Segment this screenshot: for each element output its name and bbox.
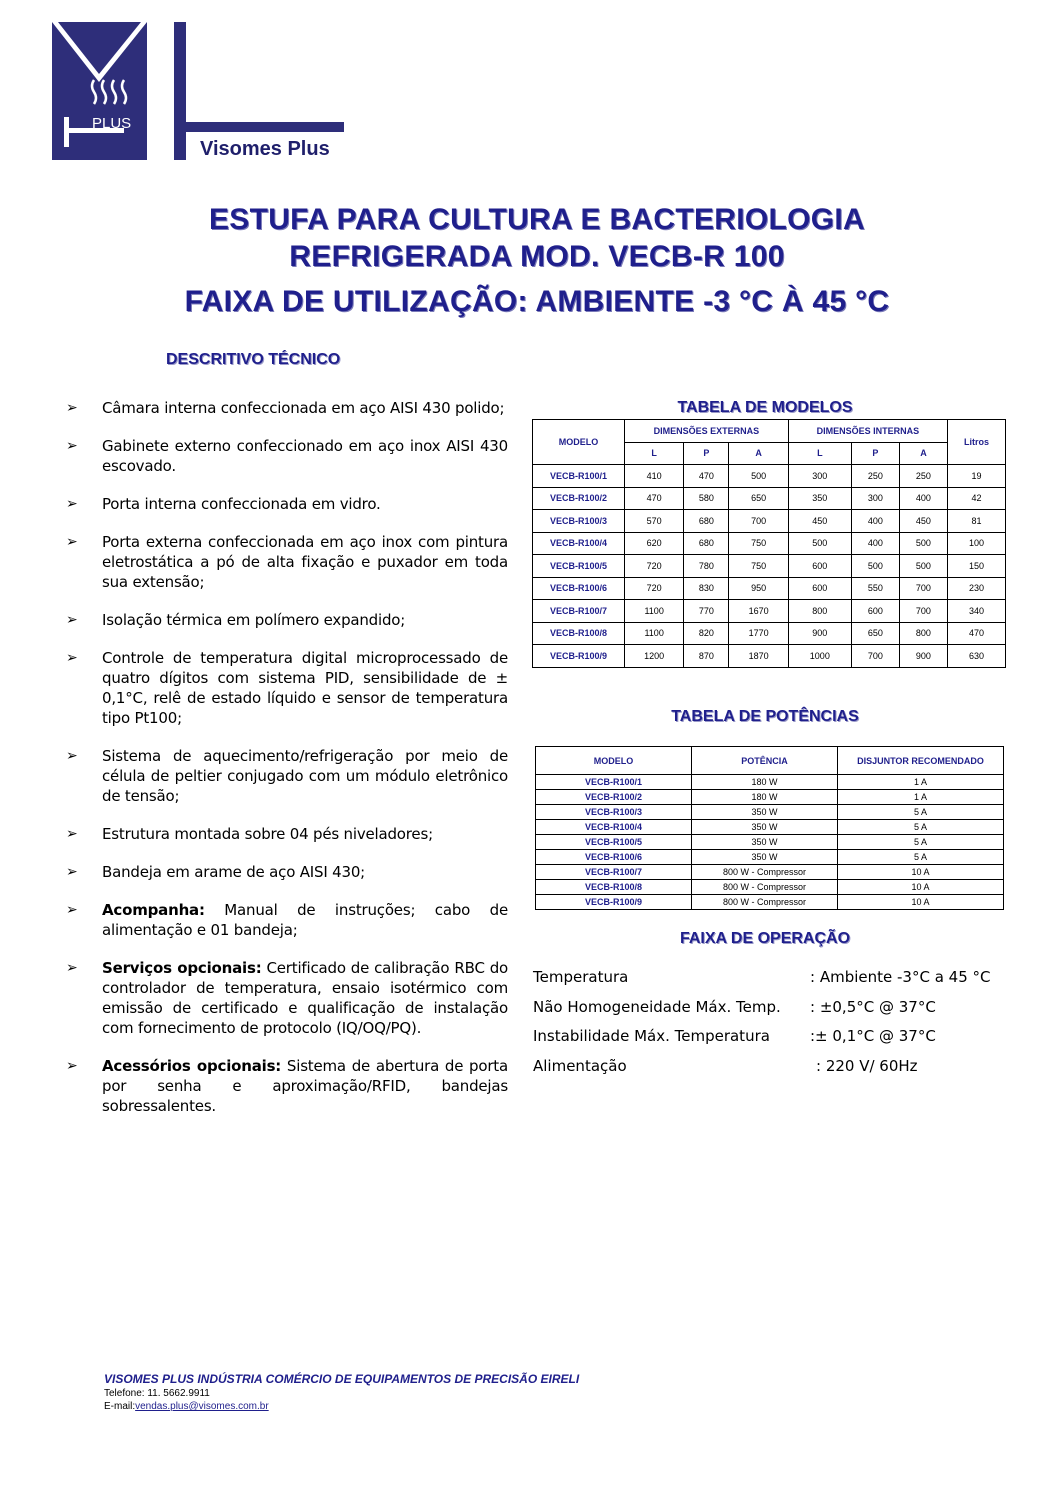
page-title-line2: REFRIGERADA MOD. VECB-R 100 <box>289 240 785 273</box>
arrow-bullet-icon: ➢ <box>66 864 78 880</box>
table-row <box>536 880 1004 895</box>
cell-value: 300 <box>788 465 851 488</box>
cell-value: 620 <box>625 532 684 555</box>
cell-potencia: 180 W <box>692 775 838 790</box>
table-row <box>533 465 1006 488</box>
cell-value: 250 <box>851 465 899 488</box>
descritivo-item <box>66 532 508 592</box>
cell-value: 800 <box>788 600 851 623</box>
table-row <box>533 555 1006 578</box>
descritivo-item-text: Estrutura montada sobre 04 pés niveladores; <box>102 825 433 843</box>
descritivo-item <box>66 648 508 728</box>
descritivo-item <box>66 398 508 418</box>
cell-disjuntor: 5 A <box>838 820 1004 835</box>
cell-value: 450 <box>899 510 947 533</box>
col-sub-dim: L <box>625 442 684 465</box>
cell-value: 340 <box>948 600 1006 623</box>
table-row <box>536 835 1004 850</box>
descritivo-item <box>66 746 508 806</box>
descritivo-item-text: Sistema de abertura de porta por senha e aproximação/RFID, bandejas sobressalentes. <box>102 1057 508 1115</box>
cell-disjuntor: 5 A <box>838 850 1004 865</box>
cell-value: 100 <box>948 532 1006 555</box>
descritivo-item-text: Certificado de calibração RBC do controlador de temperatura, ensaio isotérmico com emissão de certificado e qualificação de instalação com fornecimento de protocolo (IQ/OQ/PQ). <box>102 959 508 1037</box>
descritivo-item-bold: Acompanha: <box>102 901 205 919</box>
cell-value: 870 <box>684 645 729 668</box>
cell-value: 770 <box>684 600 729 623</box>
cell-value: 400 <box>851 532 899 555</box>
col-sub-dim: A <box>899 442 947 465</box>
table-row <box>533 487 1006 510</box>
cell-value: 1200 <box>625 645 684 668</box>
cell-potencia: 180 W <box>692 790 838 805</box>
descritivo-item-text: Manual de instruções; cabo de alimentação e 01 bandeja; <box>102 901 508 939</box>
table-row <box>533 577 1006 600</box>
faixa-operacao-heading: FAIXA DE OPERAÇÃO <box>679 930 851 947</box>
table-row <box>536 895 1004 910</box>
cell-value: 650 <box>851 622 899 645</box>
spec-label: Instabilidade Máx. Temperatura <box>533 1027 770 1045</box>
descritivo-list <box>66 398 508 1134</box>
cell-modelo: VECB-R100/4 <box>536 820 692 835</box>
cell-value: 750 <box>729 555 788 578</box>
cell-value: 300 <box>851 487 899 510</box>
cell-potencia: 800 W - Compressor <box>692 865 838 880</box>
cell-value: 820 <box>684 622 729 645</box>
cell-value: 720 <box>625 555 684 578</box>
cell-value: 400 <box>851 510 899 533</box>
spec-value: : ±0,5°C @ 37°C <box>810 997 936 1016</box>
cell-disjuntor: 10 A <box>838 895 1004 910</box>
arrow-bullet-icon: ➢ <box>66 438 78 454</box>
cell-value: 800 <box>899 622 947 645</box>
brand-name: Visomes Plus <box>200 138 330 160</box>
cell-modelo: VECB-R100/3 <box>536 805 692 820</box>
spec-row <box>533 968 1023 998</box>
descritivo-item <box>66 862 508 882</box>
cell-value: 1100 <box>625 622 684 645</box>
descritivo-heading: DESCRITIVO TÉCNICO <box>166 351 341 368</box>
spec-row <box>533 998 1023 1028</box>
descritivo-item-bold: Acessórios opcionais: <box>102 1057 282 1075</box>
cell-value: 470 <box>684 465 729 488</box>
arrow-bullet-icon: ➢ <box>66 400 78 416</box>
cell-disjuntor: 10 A <box>838 880 1004 895</box>
cell-value: 500 <box>899 555 947 578</box>
table-row <box>533 532 1006 555</box>
spec-row <box>533 1057 1023 1087</box>
cell-value: 830 <box>684 577 729 600</box>
arrow-bullet-icon: ➢ <box>66 612 78 628</box>
cell-modelo: VECB-R100/2 <box>536 790 692 805</box>
cell-value: 150 <box>948 555 1006 578</box>
cell-disjuntor: 1 A <box>838 775 1004 790</box>
cell-value: 550 <box>851 577 899 600</box>
spec-label: Não Homogeneidade Máx. Temp. <box>533 997 781 1016</box>
footer-company: VISOMES PLUS INDÚSTRIA COMÉRCIO DE EQUIPAMENTOS DE PRECISÃO EIRELI <box>104 1372 580 1386</box>
arrow-bullet-icon: ➢ <box>66 748 78 764</box>
cell-modelo: VECB-R100/5 <box>536 835 692 850</box>
table-row <box>536 790 1004 805</box>
cell-value: 500 <box>788 532 851 555</box>
arrow-bullet-icon: ➢ <box>66 826 78 842</box>
spec-label: Alimentação <box>533 1056 627 1075</box>
page-title-line3: FAIXA DE UTILIZAÇÃO: AMBIENTE -3 °C À 45 °C <box>184 285 890 318</box>
cell-modelo: VECB-R100/9 <box>536 895 692 910</box>
cell-modelo: VECB-R100/3 <box>533 510 625 533</box>
descritivo-item-text: Sistema de aquecimento/refrigeração por meio de célula de peltier conjugado com um módulo eletrônico de tensão; <box>102 747 508 805</box>
cell-value: 42 <box>948 487 1006 510</box>
tabela-modelos <box>532 419 1006 668</box>
spec-value: :± 0,1°C @ 37°C <box>810 1027 936 1045</box>
cell-disjuntor: 1 A <box>838 790 1004 805</box>
cell-modelo: VECB-R100/6 <box>536 850 692 865</box>
cell-value: 700 <box>899 577 947 600</box>
col-sub-dim: L <box>788 442 851 465</box>
arrow-bullet-icon: ➢ <box>66 650 78 666</box>
cell-modelo: VECB-R100/1 <box>536 775 692 790</box>
cell-modelo: VECB-R100/4 <box>533 532 625 555</box>
table-row <box>533 600 1006 623</box>
cell-value: 470 <box>625 487 684 510</box>
cell-modelo: VECB-R100/8 <box>533 622 625 645</box>
cell-value: 1670 <box>729 600 788 623</box>
cell-value: 950 <box>729 577 788 600</box>
cell-value: 1100 <box>625 600 684 623</box>
cell-value: 600 <box>851 600 899 623</box>
cell-value: 600 <box>788 577 851 600</box>
cell-value: 500 <box>899 532 947 555</box>
footer-email-line <box>104 1401 579 1412</box>
cell-value: 400 <box>899 487 947 510</box>
col-litros: Litros <box>948 420 1006 465</box>
descritivo-item-text: Porta interna confeccionada em vidro. <box>102 495 381 513</box>
col-disjuntor: DISJUNTOR RECOMENDADO <box>838 747 1004 775</box>
table-row <box>536 820 1004 835</box>
descritivo-item <box>66 610 508 630</box>
cell-disjuntor: 5 A <box>838 805 1004 820</box>
table-row <box>536 805 1004 820</box>
cell-value: 1770 <box>729 622 788 645</box>
cell-potencia: 800 W - Compressor <box>692 880 838 895</box>
spec-row <box>533 1027 1023 1057</box>
table-row <box>536 865 1004 880</box>
cell-value: 600 <box>788 555 851 578</box>
spec-value: : 220 V/ 60Hz <box>816 1056 918 1075</box>
cell-potencia: 350 W <box>692 820 838 835</box>
col-sub-dim: A <box>729 442 788 465</box>
footer-email-label: E-mail: <box>104 1401 136 1412</box>
descritivo-item-text: Controle de temperatura digital microprocessado de quatro dígitos com sistema PID, sensibilidade de ± 0,1°C, relê de estado líquido e sensor de temperatura tipo Pt100; <box>102 649 508 727</box>
cell-modelo: VECB-R100/2 <box>533 487 625 510</box>
cell-value: 500 <box>729 465 788 488</box>
footer <box>104 1372 579 1412</box>
tabela-potencias <box>535 746 1004 910</box>
tabela-modelos-heading: TABELA DE MODELOS <box>677 399 853 416</box>
faixa-operacao-list <box>533 968 1023 1086</box>
cell-value: 700 <box>851 645 899 668</box>
descritivo-item <box>66 1056 508 1116</box>
cell-value: 680 <box>684 532 729 555</box>
cell-value: 250 <box>899 465 947 488</box>
footer-email-link[interactable]: vendas.plus@visomes.com.br <box>135 1401 269 1412</box>
descritivo-item-text: Câmara interna confeccionada em aço AISI 430 polido; <box>102 399 505 417</box>
spec-value: : Ambiente -3°C a 45 °C <box>810 968 991 986</box>
table-row <box>533 510 1006 533</box>
arrow-bullet-icon: ➢ <box>66 534 78 550</box>
cell-value: 630 <box>948 645 1006 668</box>
cell-value: 450 <box>788 510 851 533</box>
table-row <box>533 622 1006 645</box>
cell-value: 500 <box>851 555 899 578</box>
tabela-potencias-heading: TABELA DE POTÊNCIAS <box>671 708 859 725</box>
cell-potencia: 350 W <box>692 805 838 820</box>
descritivo-item <box>66 494 508 514</box>
cell-value: 410 <box>625 465 684 488</box>
cell-value: 570 <box>625 510 684 533</box>
descritivo-item-text: Porta externa confeccionada em aço inox com pintura eletrostática a pó de alta fixação e puxador em toda sua extensão; <box>102 533 508 591</box>
cell-value: 900 <box>899 645 947 668</box>
cell-value: 1870 <box>729 645 788 668</box>
cell-value: 650 <box>729 487 788 510</box>
cell-value: 230 <box>948 577 1006 600</box>
cell-modelo: VECB-R100/5 <box>533 555 625 578</box>
descritivo-item-text: Gabinete externo confeccionado em aço inox AISI 430 escovado. <box>102 437 508 475</box>
table-row <box>536 775 1004 790</box>
cell-value: 700 <box>899 600 947 623</box>
cell-value: 470 <box>948 622 1006 645</box>
cell-value: 700 <box>729 510 788 533</box>
cell-modelo: VECB-R100/1 <box>533 465 625 488</box>
col-dim-internas: DIMENSÕES INTERNAS <box>788 420 947 443</box>
col-modelo: MODELO <box>533 420 625 465</box>
descritivo-item <box>66 958 508 1038</box>
footer-telefone: Telefone: 11. 5662.9911 <box>104 1388 210 1399</box>
cell-potencia: 350 W <box>692 850 838 865</box>
cell-modelo: VECB-R100/6 <box>533 577 625 600</box>
descritivo-item-text: Bandeja em arame de aço AISI 430; <box>102 863 366 881</box>
cell-value: 19 <box>948 465 1006 488</box>
col-sub-dim: P <box>851 442 899 465</box>
cell-value: 750 <box>729 532 788 555</box>
arrow-bullet-icon: ➢ <box>66 960 78 976</box>
col-dim-externas: DIMENSÕES EXTERNAS <box>625 420 789 443</box>
col-pot-modelo: MODELO <box>536 747 692 775</box>
cell-potencia: 350 W <box>692 835 838 850</box>
cell-value: 720 <box>625 577 684 600</box>
arrow-bullet-icon: ➢ <box>66 902 78 918</box>
cell-modelo: VECB-R100/8 <box>536 880 692 895</box>
cell-value: 580 <box>684 487 729 510</box>
logo-text: PLUS <box>92 115 132 132</box>
descritivo-item-bold: Serviços opcionais: <box>102 959 262 977</box>
cell-value: 81 <box>948 510 1006 533</box>
cell-modelo: VECB-R100/9 <box>533 645 625 668</box>
descritivo-item <box>66 824 508 844</box>
cell-disjuntor: 10 A <box>838 865 1004 880</box>
descritivo-item <box>66 436 508 476</box>
page-title-line1: ESTUFA PARA CULTURA E BACTERIOLOGIA <box>208 203 866 236</box>
spec-label: Temperatura <box>533 968 629 986</box>
cell-value: 900 <box>788 622 851 645</box>
cell-disjuntor: 5 A <box>838 835 1004 850</box>
descritivo-item <box>66 900 508 940</box>
cell-value: 780 <box>684 555 729 578</box>
table-row <box>533 645 1006 668</box>
col-sub-dim: P <box>684 442 729 465</box>
cell-value: 350 <box>788 487 851 510</box>
cell-value: 1000 <box>788 645 851 668</box>
cell-modelo: VECB-R100/7 <box>536 865 692 880</box>
cell-modelo: VECB-R100/7 <box>533 600 625 623</box>
arrow-bullet-icon: ➢ <box>66 1058 78 1074</box>
arrow-bullet-icon: ➢ <box>66 496 78 512</box>
table-row <box>536 850 1004 865</box>
cell-potencia: 800 W - Compressor <box>692 895 838 910</box>
col-potencia: POTÊNCIA <box>692 747 838 775</box>
descritivo-item-text: Isolação térmica em polímero expandido; <box>102 611 406 629</box>
cell-value: 680 <box>684 510 729 533</box>
